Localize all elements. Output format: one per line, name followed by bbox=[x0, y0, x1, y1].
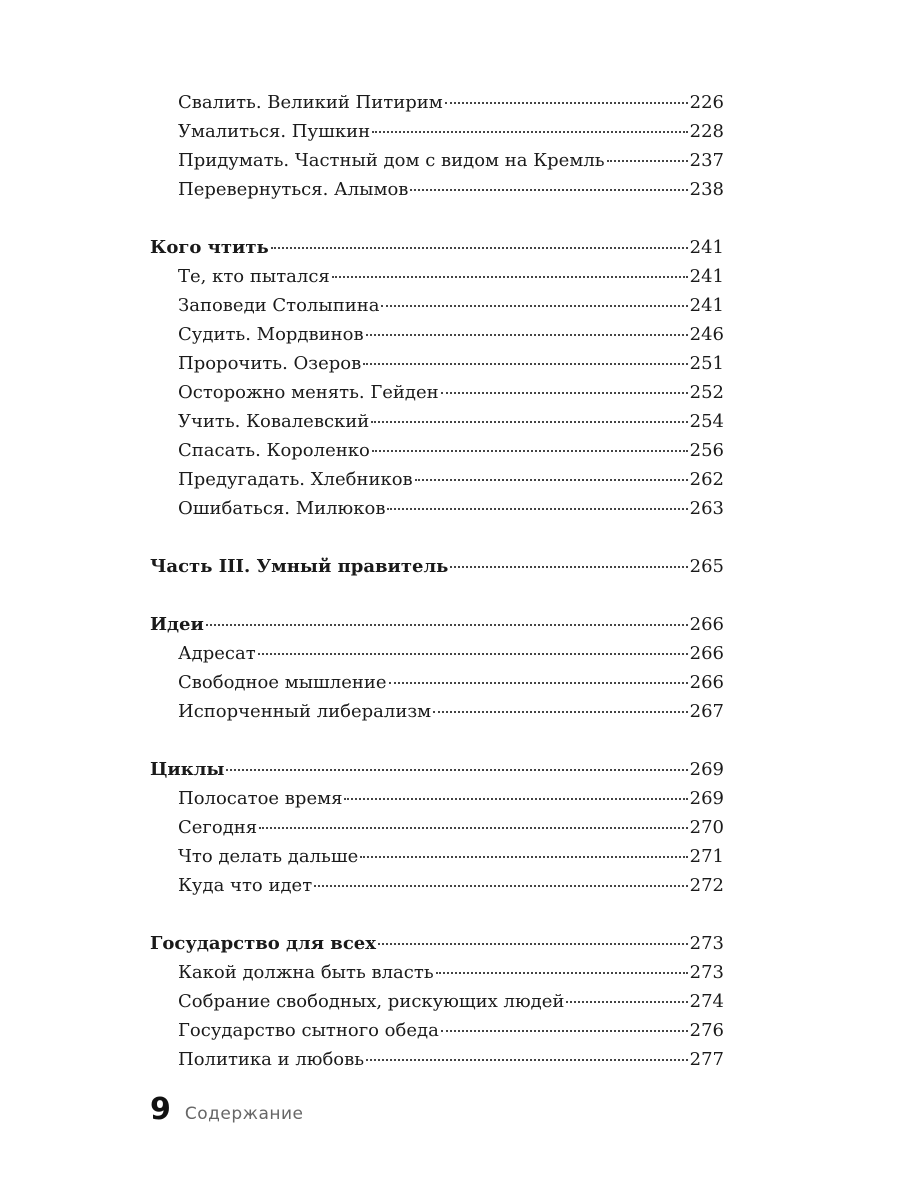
toc-entry-page: 270 bbox=[689, 817, 724, 838]
dot-leader bbox=[387, 508, 687, 510]
dot-leader bbox=[371, 421, 687, 423]
toc-entry-title: Предугадать. Хлебников bbox=[178, 469, 413, 490]
toc-entry[interactable] bbox=[150, 378, 724, 407]
dot-leader bbox=[410, 189, 687, 191]
toc-entry[interactable] bbox=[150, 958, 724, 987]
toc-entry[interactable] bbox=[150, 871, 724, 900]
page-footer bbox=[150, 1092, 304, 1127]
toc-entry[interactable] bbox=[150, 146, 724, 175]
table-of-contents bbox=[150, 88, 724, 1074]
dot-leader bbox=[433, 711, 687, 713]
dot-leader bbox=[332, 276, 688, 278]
toc-entry-title: Свободное мышление bbox=[178, 672, 387, 693]
toc-entry-title: Спасать. Короленко bbox=[178, 440, 370, 461]
dot-leader bbox=[314, 885, 687, 887]
toc-entry[interactable] bbox=[150, 668, 724, 697]
toc-entry[interactable] bbox=[150, 1016, 724, 1045]
toc-entry-page: 266 bbox=[689, 643, 724, 664]
toc-entry[interactable] bbox=[150, 465, 724, 494]
toc-entry-title: Судить. Мордвинов bbox=[178, 324, 364, 345]
toc-entry-page: 251 bbox=[689, 353, 724, 374]
dot-leader bbox=[441, 1030, 688, 1032]
toc-entry-page: 252 bbox=[689, 382, 724, 403]
toc-section-page: 273 bbox=[689, 933, 724, 954]
running-footer-label: Содержание bbox=[184, 1104, 304, 1124]
page-number: 9 bbox=[150, 1092, 171, 1127]
toc-entry-page: 241 bbox=[689, 295, 724, 316]
toc-entry[interactable] bbox=[150, 784, 724, 813]
section-spacer bbox=[150, 581, 724, 610]
toc-entry[interactable] bbox=[150, 494, 724, 523]
toc-entry-title: Придумать. Частный дом с видом на Кремль bbox=[178, 150, 605, 171]
toc-entry-page: 262 bbox=[689, 469, 724, 490]
dot-leader bbox=[366, 334, 688, 336]
dot-leader bbox=[445, 102, 688, 104]
dot-leader bbox=[344, 798, 687, 800]
toc-entry-title: Адресат bbox=[178, 643, 256, 664]
dot-leader bbox=[259, 827, 688, 829]
toc-part-page: 265 bbox=[689, 556, 724, 577]
toc-entry-title: Испорченный либерализм bbox=[178, 701, 432, 722]
dot-leader bbox=[436, 972, 688, 974]
toc-entry-title: Какой должна быть власть bbox=[178, 962, 434, 983]
toc-section-title: Идеи bbox=[150, 614, 204, 635]
dot-leader bbox=[566, 1001, 687, 1003]
toc-entry-page: 277 bbox=[689, 1049, 724, 1070]
toc-entry[interactable] bbox=[150, 291, 724, 320]
toc-entry-title: Те, кто пытался bbox=[178, 266, 330, 287]
section-spacer bbox=[150, 726, 724, 755]
dot-leader bbox=[226, 769, 687, 771]
dot-leader bbox=[372, 450, 688, 452]
toc-section-idei[interactable] bbox=[150, 610, 724, 639]
toc-entry-title: Куда что идет bbox=[178, 875, 313, 896]
toc-entry-title: Полосатое время bbox=[178, 788, 343, 809]
toc-entry-title: Осторожно менять. Гейден bbox=[178, 382, 439, 403]
toc-entry-page: 273 bbox=[689, 962, 724, 983]
section-spacer bbox=[150, 900, 724, 929]
toc-entry-title: Пророчить. Озеров bbox=[178, 353, 362, 374]
toc-entry[interactable] bbox=[150, 987, 724, 1016]
dot-leader bbox=[258, 653, 688, 655]
toc-section-cikly[interactable] bbox=[150, 755, 724, 784]
toc-entry-page: 228 bbox=[689, 121, 724, 142]
toc-entry-page: 246 bbox=[689, 324, 724, 345]
section-spacer bbox=[150, 523, 724, 552]
toc-entry-page: 238 bbox=[689, 179, 724, 200]
dot-leader bbox=[360, 856, 687, 858]
toc-entry-page: 276 bbox=[689, 1020, 724, 1041]
dot-leader bbox=[366, 1059, 688, 1061]
toc-entry-title: Перевернуться. Алымов bbox=[178, 179, 409, 200]
toc-entry-title: Собрание свободных, рискующих людей bbox=[178, 991, 565, 1012]
toc-section-gosudarstvo[interactable] bbox=[150, 929, 724, 958]
toc-entry-page: 254 bbox=[689, 411, 724, 432]
toc-entry[interactable] bbox=[150, 813, 724, 842]
toc-entry-title: Политика и любовь bbox=[178, 1049, 365, 1070]
toc-part-three[interactable] bbox=[150, 552, 724, 581]
toc-entry-title: Заповеди Столыпина bbox=[178, 295, 380, 316]
toc-entry-title: Государство сытного обеда bbox=[178, 1020, 439, 1041]
toc-entry-title: Умалиться. Пушкин bbox=[178, 121, 371, 142]
dot-leader bbox=[363, 363, 687, 365]
dot-leader bbox=[381, 305, 687, 307]
toc-entry[interactable] bbox=[150, 175, 724, 204]
toc-entry-page: 241 bbox=[689, 266, 724, 287]
toc-entry-page: 256 bbox=[689, 440, 724, 461]
dot-leader bbox=[441, 392, 688, 394]
toc-entry[interactable] bbox=[150, 1045, 724, 1074]
dot-leader bbox=[607, 160, 688, 162]
toc-entry[interactable] bbox=[150, 436, 724, 465]
toc-section-page: 269 bbox=[689, 759, 724, 780]
toc-section-title: Циклы bbox=[150, 759, 225, 780]
toc-entry-page: 266 bbox=[689, 672, 724, 693]
toc-entry-page: 272 bbox=[689, 875, 724, 896]
toc-entry[interactable] bbox=[150, 117, 724, 146]
dot-leader bbox=[415, 479, 688, 481]
toc-entry[interactable] bbox=[150, 639, 724, 668]
toc-entry[interactable] bbox=[150, 407, 724, 436]
toc-entry-title: Учить. Ковалевский bbox=[178, 411, 370, 432]
toc-entry-title: Что делать дальше bbox=[178, 846, 359, 867]
toc-entry-title: Свалить. Великий Питирим bbox=[178, 92, 443, 113]
dot-leader bbox=[372, 131, 688, 133]
toc-entry-page: 263 bbox=[689, 498, 724, 519]
dot-leader bbox=[450, 566, 687, 568]
toc-section-title: Кого чтить bbox=[150, 237, 269, 258]
section-spacer bbox=[150, 204, 724, 233]
toc-entry-page: 226 bbox=[689, 92, 724, 113]
toc-entry-page: 267 bbox=[689, 701, 724, 722]
dot-leader bbox=[206, 624, 688, 626]
toc-entry[interactable] bbox=[150, 262, 724, 291]
toc-entry-page: 274 bbox=[689, 991, 724, 1012]
toc-section-page: 241 bbox=[689, 237, 724, 258]
toc-entry-page: 237 bbox=[689, 150, 724, 171]
toc-entry-page: 269 bbox=[689, 788, 724, 809]
toc-entry[interactable] bbox=[150, 320, 724, 349]
toc-entry[interactable] bbox=[150, 842, 724, 871]
toc-entry-page: 271 bbox=[689, 846, 724, 867]
dot-leader bbox=[271, 247, 688, 249]
toc-entry[interactable] bbox=[150, 697, 724, 726]
toc-part-title: Часть III. Умный правитель bbox=[150, 556, 449, 577]
toc-entry[interactable] bbox=[150, 88, 724, 117]
dot-leader bbox=[389, 682, 688, 684]
toc-section-kogo-chtit[interactable] bbox=[150, 233, 724, 262]
toc-section-title: Государство для всех bbox=[150, 933, 376, 954]
toc-entry-title: Сегодня bbox=[178, 817, 258, 838]
dot-leader bbox=[378, 943, 688, 945]
toc-section-page: 266 bbox=[689, 614, 724, 635]
toc-entry[interactable] bbox=[150, 349, 724, 378]
toc-entry-title: Ошибаться. Милюков bbox=[178, 498, 386, 519]
